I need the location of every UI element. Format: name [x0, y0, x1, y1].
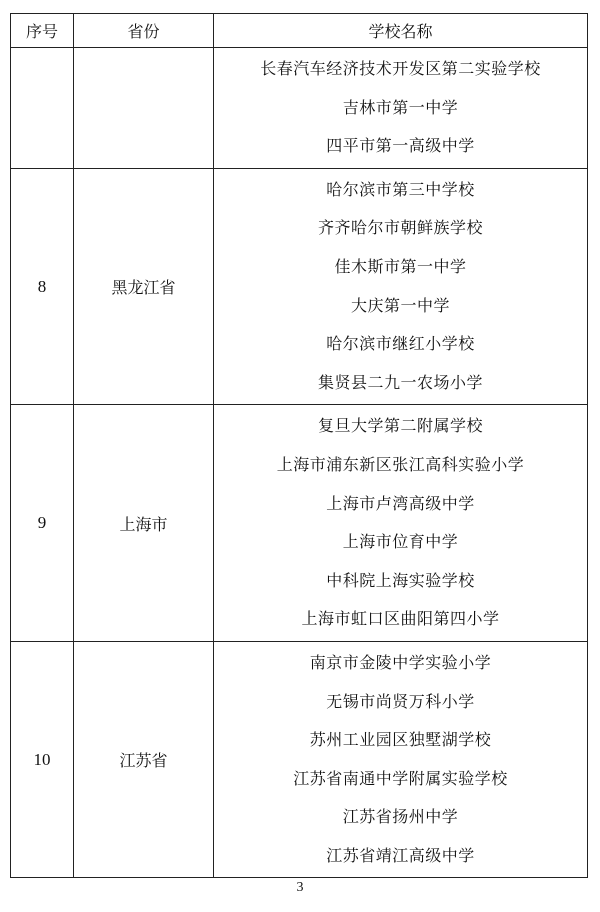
school-name: 齐齐哈尔市朝鲜族学校 [317, 218, 483, 238]
school-name: 苏州工业园区独墅湖学校 [309, 730, 492, 750]
header-province: 省份 [74, 14, 214, 48]
school-name: 大庆第一中学 [350, 295, 450, 315]
header-serial-number: 序号 [11, 14, 74, 48]
school-name: 中科院上海实验学校 [326, 570, 475, 590]
school-name: 复旦大学第二附属学校 [317, 416, 483, 436]
province-cell: 江苏省 [74, 641, 214, 878]
school-list-table [10, 13, 588, 878]
serial-number-cell [11, 48, 74, 169]
table-header-row [11, 14, 588, 48]
page-number: 3 [296, 880, 304, 895]
school-name: 上海市卢湾高级中学 [326, 493, 475, 513]
school-name: 南京市金陵中学实验小学 [309, 652, 492, 672]
school-name: 哈尔滨市第三中学校 [326, 179, 475, 199]
school-name: 上海市浦东新区张江高科实验小学 [276, 454, 525, 474]
province-cell [74, 48, 214, 169]
serial-number-cell: 9 [11, 405, 74, 642]
province-cell: 黑龙江省 [74, 168, 214, 405]
serial-number-cell: 8 [11, 168, 74, 405]
school-name: 四平市第一高级中学 [326, 136, 475, 156]
school-name: 江苏省南通中学附属实验学校 [293, 768, 508, 788]
table-row [11, 168, 588, 405]
school-names-cell [214, 641, 588, 878]
school-name: 哈尔滨市继红小学校 [326, 334, 475, 354]
header-school-name: 学校名称 [214, 14, 588, 48]
serial-number-cell: 10 [11, 641, 74, 878]
school-names-cell [214, 48, 588, 169]
school-name: 长春汽车经济技术开发区第二实验学校 [260, 59, 541, 78]
school-name: 集贤县二九一农场小学 [317, 372, 483, 392]
school-names-cell [214, 168, 588, 405]
table-row [11, 641, 588, 878]
school-name: 江苏省靖江高级中学 [326, 845, 475, 865]
school-name: 吉林市第一中学 [342, 97, 459, 117]
school-name: 上海市虹口区曲阳第四小学 [301, 609, 500, 629]
school-name: 上海市位育中学 [342, 532, 459, 552]
table-row [11, 48, 588, 169]
school-name: 无锡市尚贤万科小学 [326, 691, 475, 711]
province-cell: 上海市 [74, 405, 214, 642]
table-row [11, 405, 588, 642]
school-name: 江苏省扬州中学 [342, 807, 459, 827]
school-names-cell [214, 405, 588, 642]
school-name: 佳木斯市第一中学 [334, 256, 467, 276]
